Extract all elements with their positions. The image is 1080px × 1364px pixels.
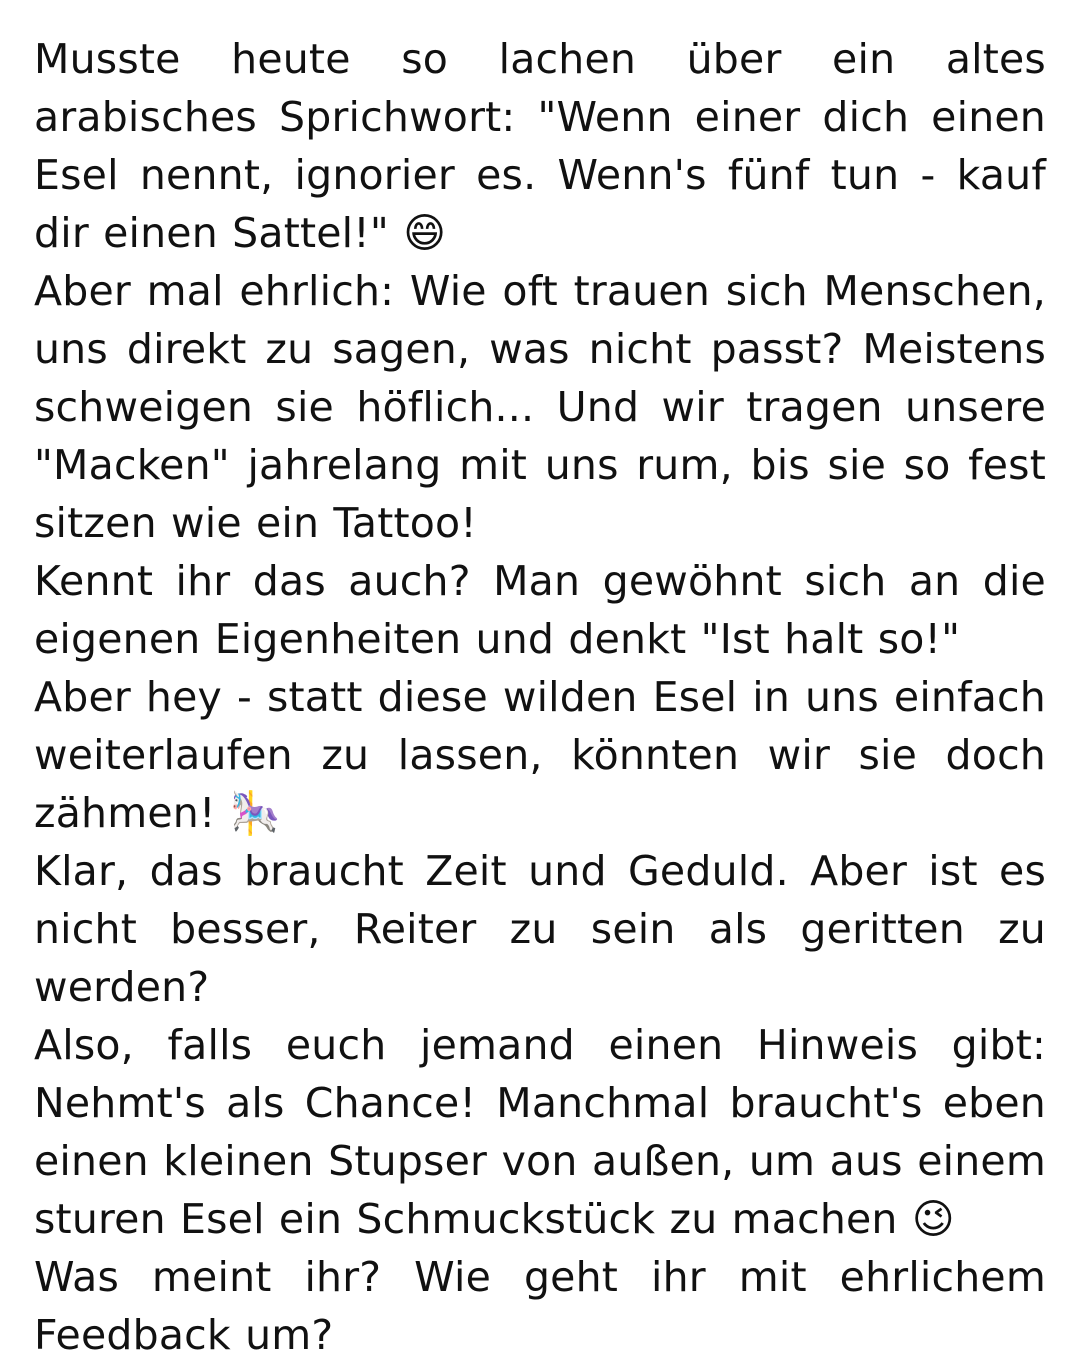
post-text-body xyxy=(34,30,1046,1364)
post-paragraph-5: Klar, das braucht Zeit und Geduld. Aber ist es nicht besser, Reiter zu sein als geritten zu werden? xyxy=(34,847,1046,1011)
post-paragraph-2: Aber mal ehrlich: Wie oft trauen sich Menschen, uns direkt zu sagen, was nicht passt? Meistens schweigen sie höflich... Und wir tragen unsere "Macken" jahrelang mit uns rum, bis sie so fest sitzen wie ein Tattoo! xyxy=(34,267,1046,547)
post-paragraph-6: Also, falls euch jemand einen Hinweis gibt: Nehmt's als Chance! Manchmal braucht's eben einen kleinen Stupser von außen, um aus einem sturen Esel ein Schmuckstück zu machen 😉 xyxy=(34,1021,1046,1243)
post-paragraph-4: Aber hey - statt diese wilden Esel in uns einfach weiterlaufen zu lassen, könnten wir sie doch zähmen! 🎠 xyxy=(34,673,1046,837)
post-paragraph-7: Was meint ihr? Wie geht ihr mit ehrlichem Feedback um? xyxy=(34,1253,1046,1359)
post-paragraph-3: Kennt ihr das auch? Man gewöhnt sich an die eigenen Eigenheiten und denkt "Ist halt so!" xyxy=(34,557,1046,663)
post-paragraph-1: Musste heute so lachen über ein altes arabisches Sprichwort: "Wenn einer dich einen Esel nennt, ignorier es. Wenn's fünf tun - kauf dir einen Sattel!" 😄 xyxy=(34,35,1046,257)
